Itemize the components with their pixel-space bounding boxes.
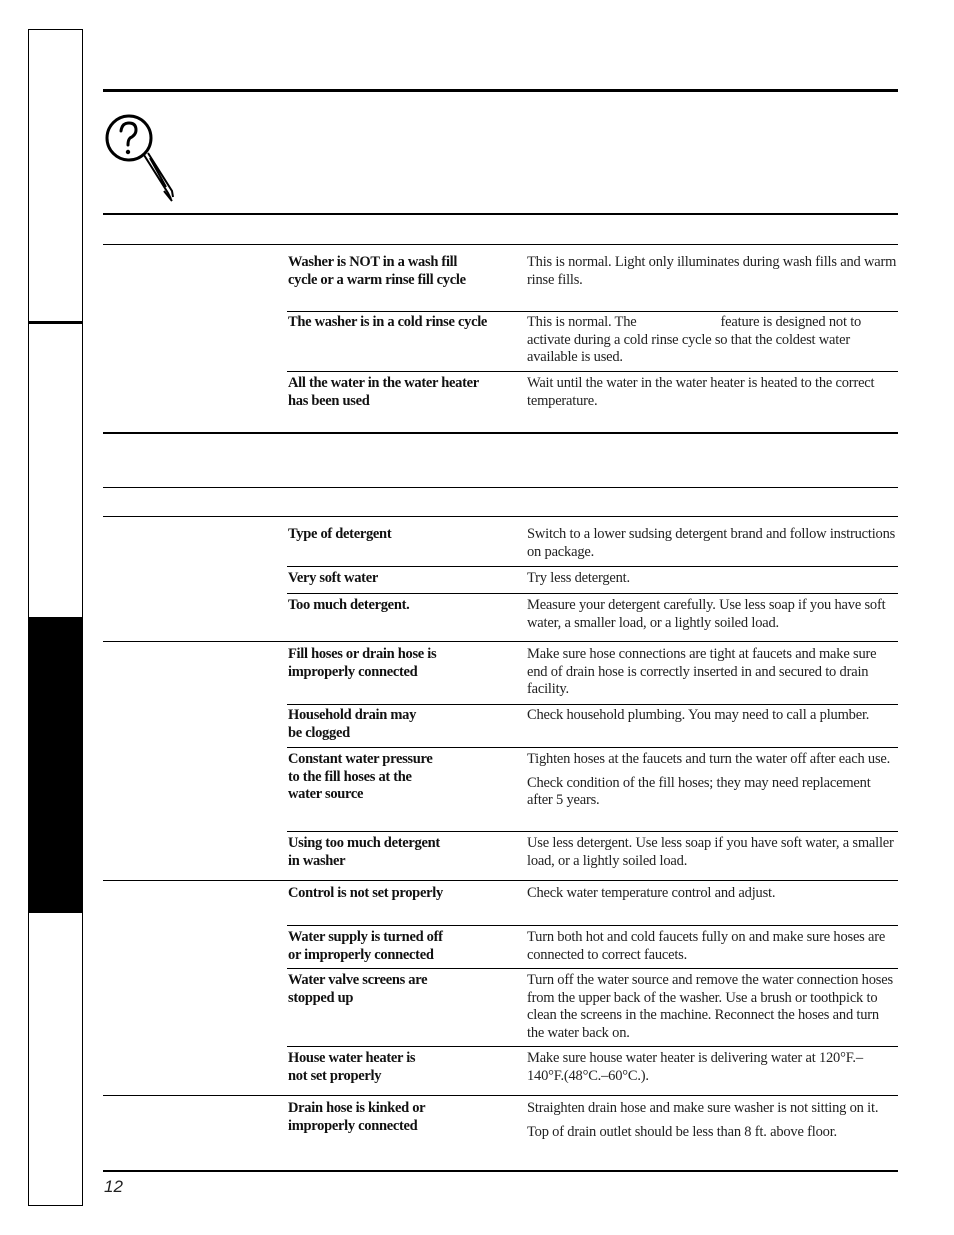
cause-cell: Control is not set properly [288, 885, 443, 901]
cause-cell: Household drain may be clogged [288, 707, 417, 741]
solution-cell: This is normal. Light only illuminates during wash fills and warm rinse fills. [527, 254, 897, 288]
cause-cell: Too much detergent. [288, 597, 410, 613]
solution-cell: Turn off the water source and remove the water connection hoses from the upper back of the washer. Use a brush or toothpick to clean the screens in the machine. Reconnect the hoses and turn the water back on. [527, 972, 893, 1041]
question-magnifier-icon [104, 113, 176, 203]
solution-cell: Try less detergent. [527, 570, 630, 586]
solution-cell: Make sure house water heater is delivering water at 120°F.–140°F.(48°C.–60°C.). [527, 1050, 863, 1084]
table-top-rule [103, 516, 898, 517]
cause-cell: Fill hoses or drain hose is improperly connected [288, 646, 437, 680]
section-rule [103, 432, 898, 434]
cause-cell: Using too much detergent in washer [288, 835, 440, 869]
solution-cell: Turn both hot and cold faucets fully on and make sure hoses are connected to correct faucets. [527, 929, 886, 963]
row-separator [287, 747, 898, 748]
side-tab-divider [28, 321, 83, 324]
problem-divider [103, 880, 898, 881]
cause-cell: Water supply is turned off or improperly connected [288, 929, 443, 963]
problem-divider [103, 1095, 898, 1096]
row-separator [287, 593, 898, 594]
table-top-rule [103, 244, 898, 245]
solution-cell: Make sure hose connections are tight at faucets and make sure end of drain hose is correctly inserted in and secured to drain facility. [527, 646, 877, 697]
solution-cell: Use less detergent. Use less soap if you have soft water, a smaller load, or a lightly soiled load. [527, 835, 894, 869]
solution-cell: Check water temperature control and adjust. [527, 885, 776, 901]
row-separator [287, 925, 898, 926]
row-separator [287, 1046, 898, 1047]
cause-cell: The washer is in a cold rinse cycle [288, 314, 488, 330]
solution-cell: Switch to a lower sudsing detergent brand and follow instructions on package. [527, 526, 896, 560]
row-separator [287, 566, 898, 567]
page-number: 12 [104, 1177, 123, 1196]
problem-divider [103, 641, 898, 642]
cause-cell: House water heater is not set properly [288, 1050, 416, 1084]
header-rule [103, 89, 898, 92]
cause-cell: All the water in the water heater has been used [288, 375, 479, 409]
solution-cell: Check household plumbing. You may need to call a plumber. [527, 707, 870, 723]
cause-cell: Washer is NOT in a wash fill cycle or a warm rinse fill cycle [288, 254, 466, 288]
solution-cell: This is normal. The feature is designed not to activate during a cold rinse cycle so that the coldest water available is used. [527, 314, 862, 365]
section-rule [103, 213, 898, 215]
row-separator [287, 831, 898, 832]
cause-cell: Constant water pressure to the fill hoses at the water source [288, 751, 433, 802]
table-bottom-rule [103, 1170, 898, 1172]
row-separator [287, 371, 898, 372]
row-separator [287, 704, 898, 705]
cause-cell: Very soft water [288, 570, 378, 586]
solution-cell: Tighten hoses at the faucets and turn the water off after each use. Check condition of the fill hoses; they may need replacement after 5 years. [527, 751, 891, 808]
cause-cell: Type of detergent [288, 526, 392, 542]
row-separator [287, 311, 898, 312]
solution-cell: Wait until the water in the water heater is heated to the correct temperature. [527, 375, 875, 409]
cause-cell: Drain hose is kinked or improperly connected [288, 1100, 426, 1134]
section-rule [103, 487, 898, 488]
row-separator [287, 968, 898, 969]
side-tab-active-block [28, 617, 83, 913]
cause-cell: Water valve screens are stopped up [288, 972, 428, 1006]
solution-cell: Measure your detergent carefully. Use less soap if you have soft water, a smaller load, or a lightly soiled load. [527, 597, 886, 631]
solution-cell: Straighten drain hose and make sure washer is not sitting on it. Top of drain outlet should be less than 8 ft. above floor. [527, 1100, 879, 1140]
